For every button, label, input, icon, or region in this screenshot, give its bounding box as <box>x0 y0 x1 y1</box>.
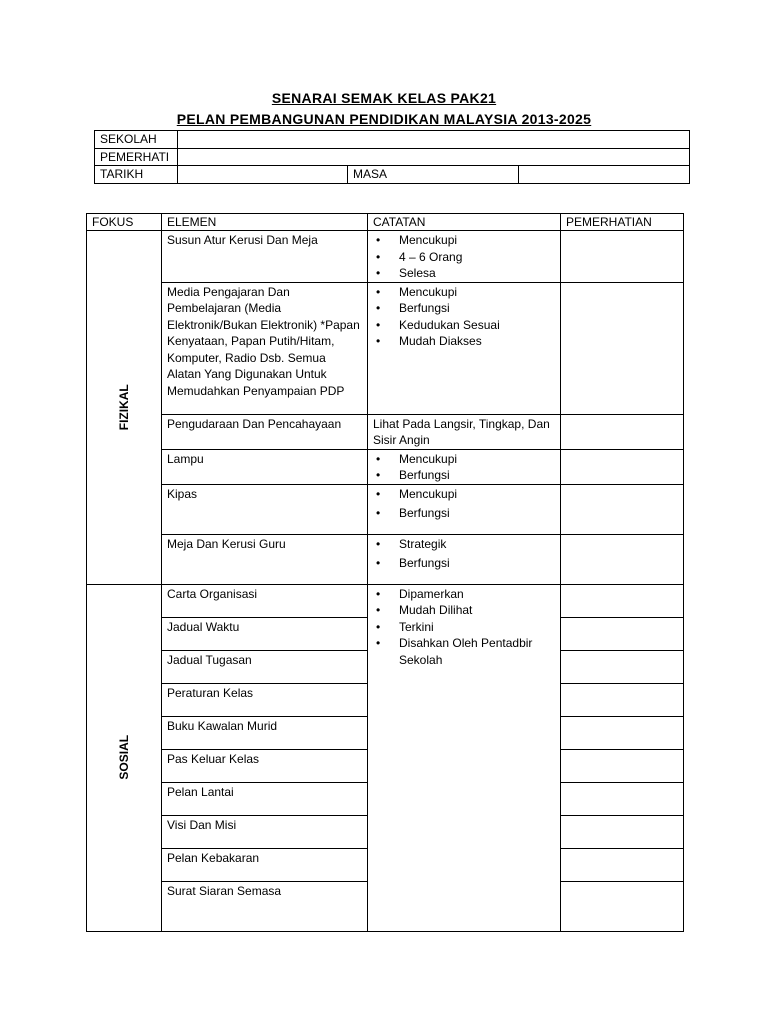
catatan-cell <box>368 282 561 414</box>
pemerhatian-cell[interactable] <box>561 414 684 449</box>
list-item: • Kedudukan Sesuai <box>373 317 555 334</box>
list-item: • Terkini <box>373 619 555 636</box>
elemen-cell: Meja Dan Kerusi Guru <box>162 534 368 584</box>
sekolah-field[interactable] <box>178 131 690 149</box>
catatan-cell <box>368 484 561 534</box>
masa-field[interactable] <box>519 166 690 184</box>
pemerhatian-cell[interactable] <box>561 815 684 848</box>
document-title: SENARAI SEMAK KELAS PAK21 <box>271 90 497 106</box>
header-pemerhatian: PEMERHATIAN <box>561 214 684 231</box>
list-item: • Berfungsi <box>373 505 555 522</box>
pemerhatian-cell[interactable] <box>561 231 684 283</box>
elemen-cell: Visi Dan Misi <box>162 815 368 848</box>
header-fokus: FOKUS <box>87 214 162 231</box>
document-subtitle: PELAN PEMBANGUNAN PENDIDIKAN MALAYSIA 2013-2025 <box>176 111 592 127</box>
fokus-fizikal: FIZIKAL <box>87 231 162 585</box>
elemen-cell: Pengudaraan Dan Pencahayaan <box>162 414 368 449</box>
list-item: • Dipamerkan <box>373 586 555 603</box>
list-item: • Berfungsi <box>373 555 555 572</box>
info-table <box>94 130 690 184</box>
list-item: • Mencukupi <box>373 284 555 301</box>
pemerhatian-cell[interactable] <box>561 881 684 931</box>
catatan-cell <box>368 584 561 931</box>
list-item: • Mencukupi <box>373 451 555 468</box>
pemerhati-label: PEMERHATI <box>95 148 178 166</box>
elemen-cell: Susun Atur Kerusi Dan Meja <box>162 231 368 283</box>
pemerhatian-cell[interactable] <box>561 484 684 534</box>
list-item: • Mencukupi <box>373 232 555 249</box>
elemen-cell: Jadual Tugasan <box>162 650 368 683</box>
pemerhatian-cell[interactable] <box>561 534 684 584</box>
pemerhatian-cell[interactable] <box>561 683 684 716</box>
pemerhatian-cell[interactable] <box>561 848 684 881</box>
list-item: • Disahkan Oleh Pentadbir Sekolah <box>373 635 555 668</box>
pemerhatian-cell[interactable] <box>561 716 684 749</box>
pemerhatian-cell[interactable] <box>561 650 684 683</box>
tarikh-field[interactable] <box>178 166 348 184</box>
checklist-table <box>86 213 684 932</box>
elemen-cell: Jadual Waktu <box>162 617 368 650</box>
pemerhati-field[interactable] <box>178 148 690 166</box>
pemerhatian-cell[interactable] <box>561 282 684 414</box>
table-row <box>87 534 684 584</box>
catatan-cell <box>368 231 561 283</box>
sekolah-label: SEKOLAH <box>95 131 178 149</box>
list-item: • Mudah Diakses <box>373 333 555 350</box>
list-item: • Mudah Dilihat <box>373 602 555 619</box>
header-catatan: CATATAN <box>368 214 561 231</box>
table-row <box>87 584 684 617</box>
list-item: • Mencukupi <box>373 486 555 503</box>
list-item: • Selesa <box>373 265 555 282</box>
table-row <box>87 449 684 484</box>
elemen-cell: Pas Keluar Kelas <box>162 749 368 782</box>
pemerhatian-cell[interactable] <box>561 782 684 815</box>
list-item: • Strategik <box>373 536 555 553</box>
elemen-cell: Carta Organisasi <box>162 584 368 617</box>
elemen-cell: Surat Siaran Semasa <box>162 881 368 931</box>
table-row <box>87 282 684 414</box>
elemen-cell: Pelan Lantai <box>162 782 368 815</box>
catatan-cell <box>368 534 561 584</box>
elemen-cell: Lampu <box>162 449 368 484</box>
catatan-cell: Lihat Pada Langsir, Tingkap, Dan Sisir Angin <box>368 414 561 449</box>
table-header-row <box>87 214 684 231</box>
elemen-cell: Peraturan Kelas <box>162 683 368 716</box>
catatan-cell <box>368 449 561 484</box>
table-row <box>87 231 684 283</box>
pemerhatian-cell[interactable] <box>561 749 684 782</box>
elemen-cell: Buku Kawalan Murid <box>162 716 368 749</box>
pemerhatian-cell[interactable] <box>561 617 684 650</box>
masa-label: MASA <box>348 166 519 184</box>
list-item: • Berfungsi <box>373 467 555 484</box>
tarikh-label: TARIKH <box>95 166 178 184</box>
table-row <box>87 414 684 449</box>
fokus-sosial: SOSIAL <box>87 584 162 931</box>
header-elemen: ELEMEN <box>162 214 368 231</box>
pemerhatian-cell[interactable] <box>561 449 684 484</box>
list-item: • Berfungsi <box>373 300 555 317</box>
elemen-cell: Media Pengajaran Dan Pembelajaran (Media Elektronik/Bukan Elektronik) *Papan Kenyataan, Papan Putih/Hitam, Komputer, Radio Dsb. Semua Alatan Yang Digunakan Untuk Memudahkan Penyampaian PDP <box>162 282 368 414</box>
elemen-cell: Kipas <box>162 484 368 534</box>
pemerhatian-cell[interactable] <box>561 584 684 617</box>
list-item: • 4 – 6 Orang <box>373 249 555 266</box>
table-row <box>87 484 684 534</box>
elemen-cell: Pelan Kebakaran <box>162 848 368 881</box>
